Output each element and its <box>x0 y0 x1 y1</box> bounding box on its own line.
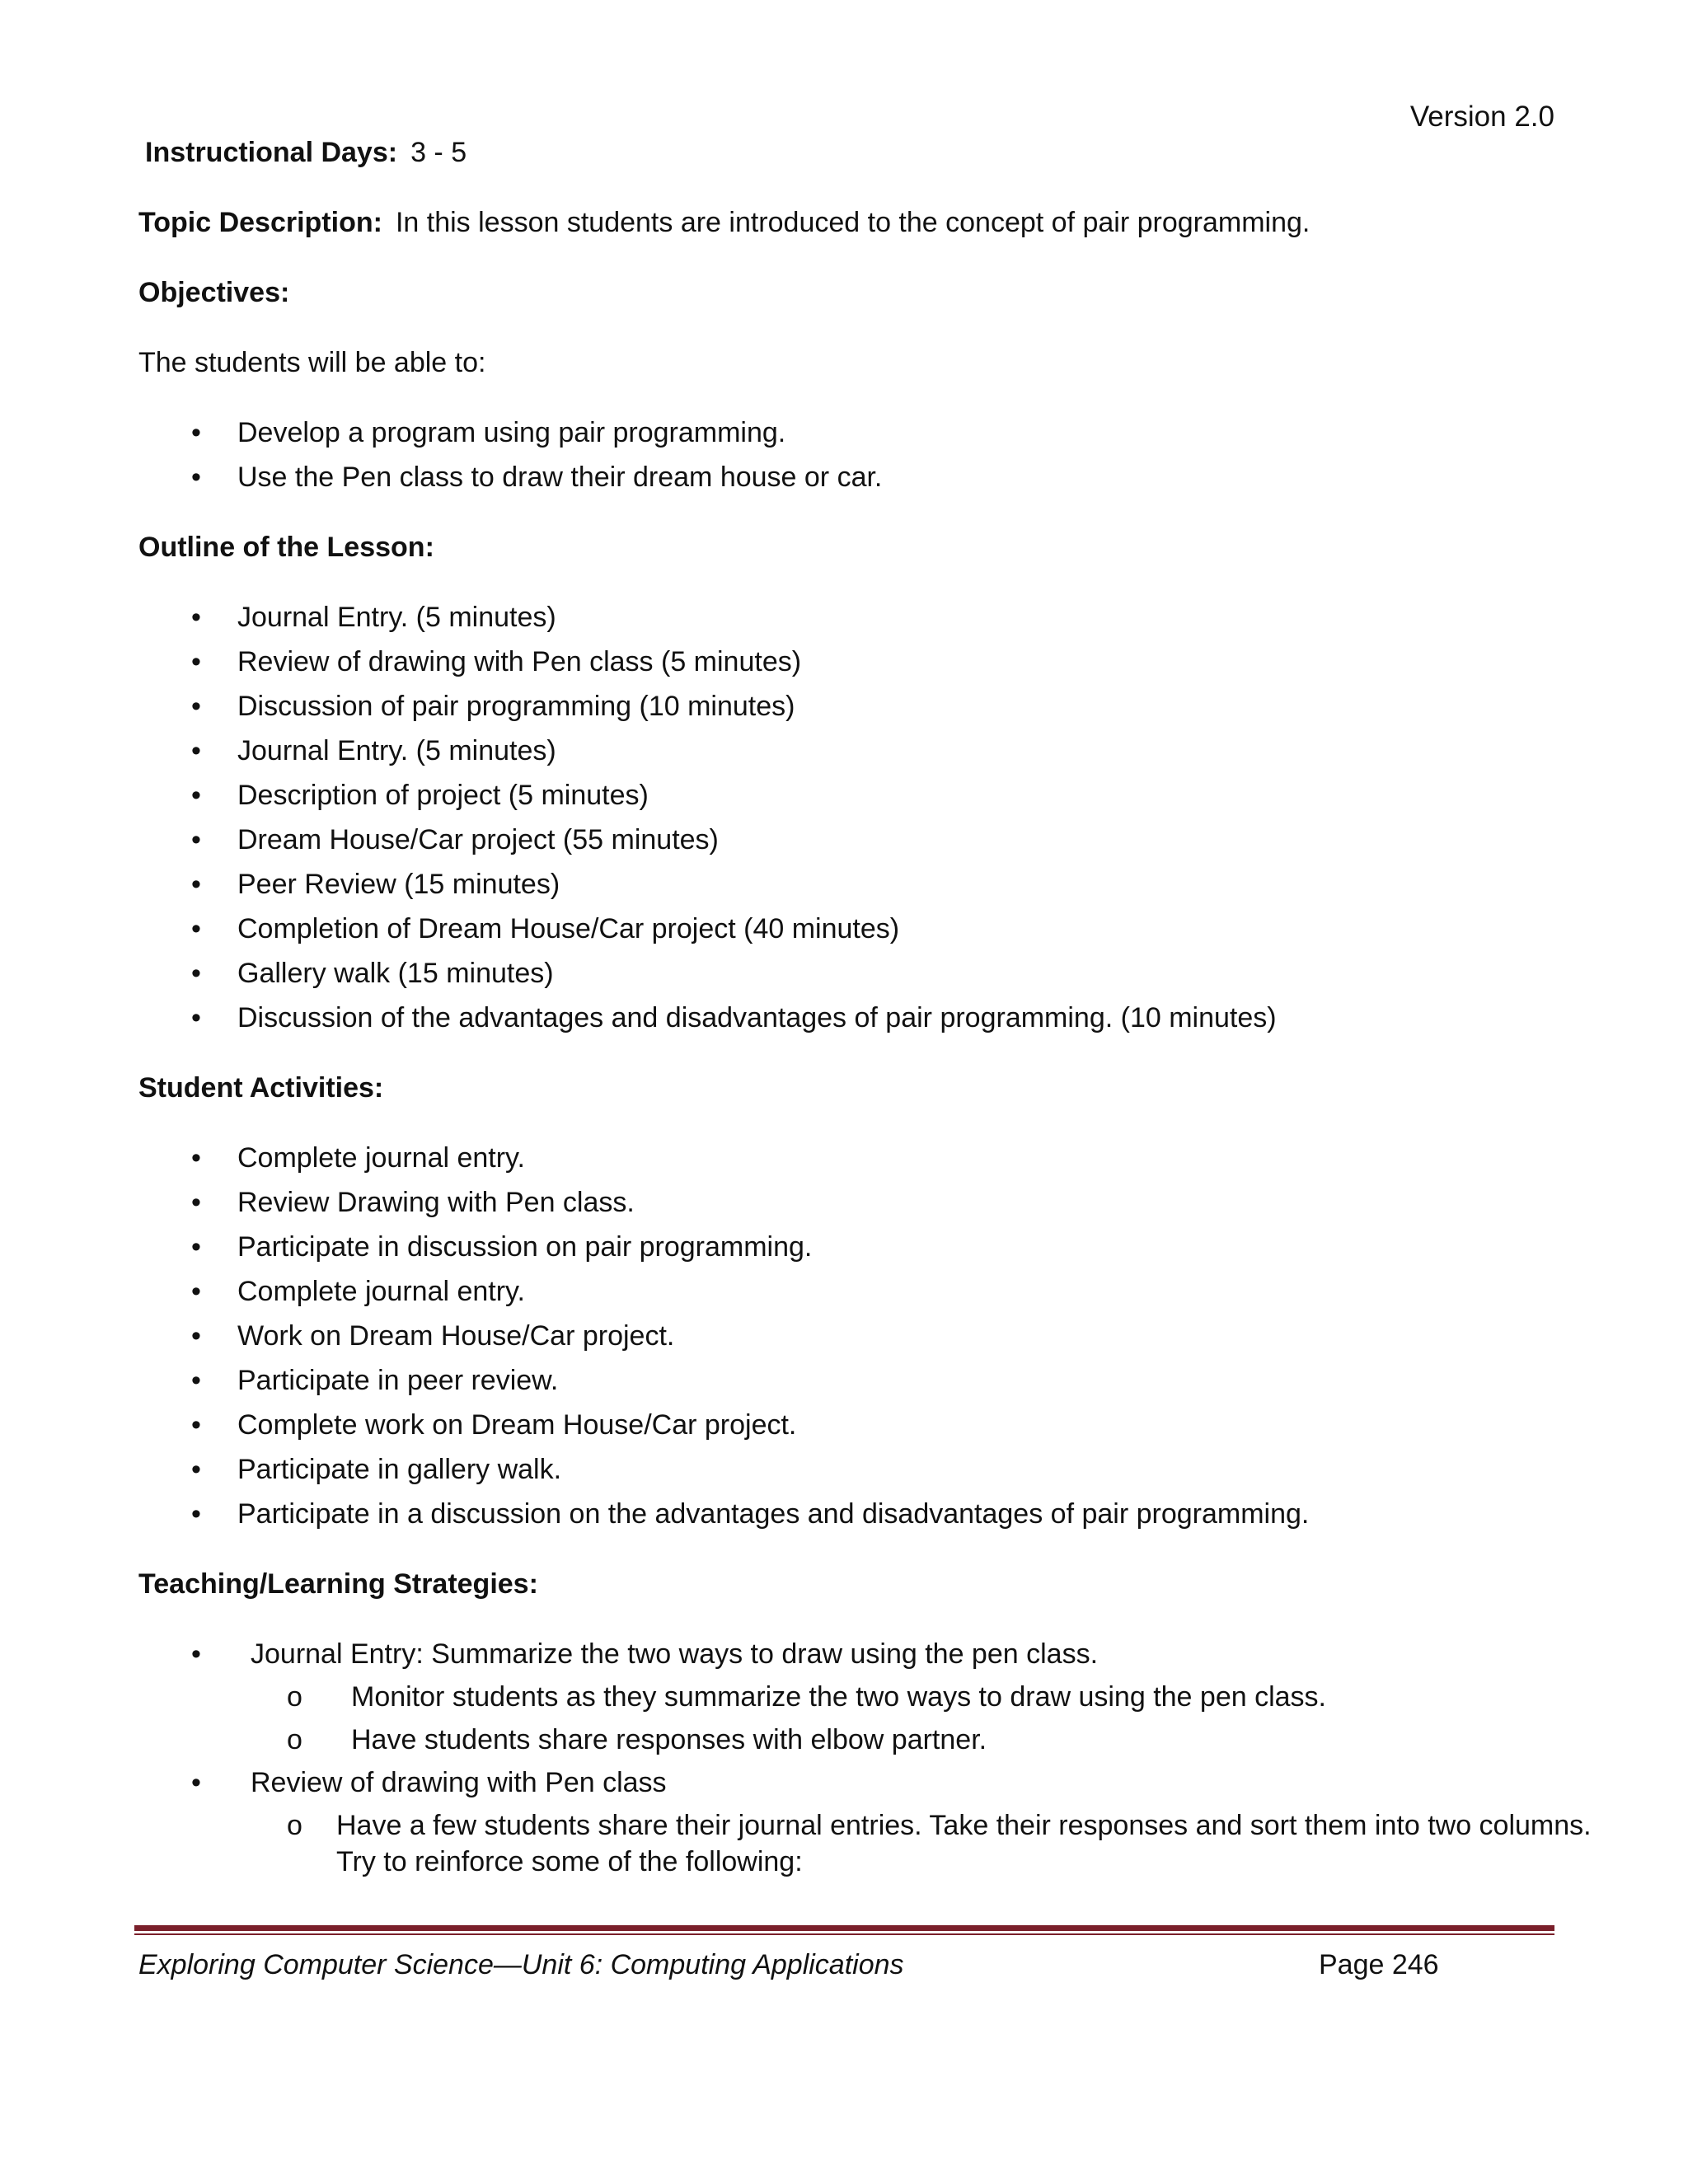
sub-list <box>138 1679 1556 1758</box>
list-item-text: Participate in a discussion on the advantages and disadvantages of pair programming. <box>237 1498 1310 1530</box>
instructional-days-value: 3 - 5 <box>410 137 467 168</box>
list-item-text: Dream House/Car project (55 minutes) <box>237 824 719 855</box>
instructional-days-label: Instructional Days: <box>145 137 398 168</box>
list-item <box>138 1362 1556 1399</box>
sub-list-item-text: Monitor students as they summarize the two ways to draw using the pen class. <box>351 1681 1326 1713</box>
bullet-icon: • <box>191 691 201 722</box>
sub-list-item <box>138 1807 1622 1880</box>
bullet-icon: • <box>191 1276 201 1307</box>
list-item-text: Use the Pen class to draw their dream house or car. <box>237 462 883 493</box>
list-item <box>138 733 1556 769</box>
bullet-icon: • <box>191 417 201 448</box>
list-item <box>138 1636 1556 1758</box>
circle-bullet-icon: o <box>287 1810 302 1841</box>
list-item-text: Gallery walk (15 minutes) <box>237 958 554 989</box>
list-item <box>138 1407 1556 1443</box>
list-item <box>138 1451 1556 1488</box>
list-item <box>138 911 1556 947</box>
sub-list-item <box>138 1679 1556 1715</box>
list-item <box>138 866 1556 902</box>
version-label: Version 2.0 <box>1409 101 1554 133</box>
lesson-content <box>138 134 1592 1886</box>
list-item <box>138 599 1556 635</box>
topic-description <box>138 204 1556 241</box>
bullet-icon: • <box>191 958 201 989</box>
bullet-icon: • <box>191 735 201 766</box>
bullet-icon: • <box>191 1365 201 1396</box>
bullet-icon: • <box>191 1767 201 1798</box>
student-activities-list <box>138 1140 1556 1532</box>
list-item <box>138 955 1556 991</box>
objectives-heading: Objectives: <box>138 277 290 308</box>
list-item-text: Review of drawing with Pen class (5 minutes) <box>237 646 802 677</box>
list-item-text: Completion of Dream House/Car project (40 minutes) <box>237 913 900 944</box>
list-item-text: Journal Entry. (5 minutes) <box>237 602 556 633</box>
list-item <box>138 1765 1592 1880</box>
bullet-icon: • <box>191 913 201 944</box>
bullet-icon: • <box>191 1498 201 1530</box>
list-item <box>138 1000 1556 1036</box>
footer-course-title: Exploring Computer Science—Unit 6: Computing Applications <box>138 1949 904 1980</box>
bullet-icon: • <box>191 1638 201 1670</box>
bullet-icon: • <box>191 1142 201 1174</box>
bullet-icon: • <box>191 1002 201 1033</box>
list-item-text: Complete journal entry. <box>237 1276 525 1307</box>
bullet-icon: • <box>191 1454 201 1485</box>
list-item <box>138 1273 1556 1310</box>
list-item <box>138 415 1556 451</box>
list-item <box>138 1184 1556 1221</box>
bullet-icon: • <box>191 1409 201 1441</box>
sub-list-item-text: Have students share responses with elbow partner. <box>351 1724 987 1755</box>
list-item-text: Participate in discussion on pair programming. <box>237 1231 813 1263</box>
list-item <box>138 1318 1556 1354</box>
list-item <box>138 777 1556 813</box>
bullet-icon: • <box>191 1320 201 1352</box>
outline-heading: Outline of the Lesson: <box>138 532 434 563</box>
bullet-icon: • <box>191 602 201 633</box>
instructional-days <box>145 134 1556 171</box>
list-item <box>138 1140 1556 1176</box>
list-item <box>138 459 1556 495</box>
bullet-icon: • <box>191 646 201 677</box>
list-item <box>138 822 1556 858</box>
sub-list-item <box>138 1722 1556 1758</box>
bullet-icon: • <box>191 1231 201 1263</box>
bullet-icon: • <box>191 869 201 900</box>
list-item <box>138 688 1556 724</box>
list-item-text: Work on Dream House/Car project. <box>237 1320 675 1352</box>
list-item-text: Discussion of the advantages and disadvantages of pair programming. (10 minutes) <box>237 1002 1277 1033</box>
list-item-text: Review of drawing with Pen class <box>251 1767 667 1798</box>
objectives-list <box>138 415 1556 495</box>
topic-description-value: In this lesson students are introduced to the concept of pair programming. <box>395 207 1311 238</box>
footer-rule-thin <box>134 1933 1554 1935</box>
topic-description-label: Topic Description: <box>138 207 382 238</box>
sub-list <box>138 1807 1592 1880</box>
list-item <box>138 1496 1556 1532</box>
list-item-text: Journal Entry. (5 minutes) <box>237 735 556 766</box>
objectives-intro: The students will be able to: <box>138 347 486 378</box>
list-item-text: Journal Entry: Summarize the two ways to draw using the pen class. <box>251 1638 1099 1670</box>
footer-rule <box>134 1925 1554 1931</box>
list-item-text: Participate in gallery walk. <box>237 1454 562 1485</box>
strategies-heading: Teaching/Learning Strategies: <box>138 1568 538 1600</box>
strategies-list <box>138 1636 1592 1880</box>
list-item-text: Discussion of pair programming (10 minutes) <box>237 691 795 722</box>
sub-list-item-text: Have a few students share their journal entries. Take their responses and sort them into two columns. Try to reinforce some of the following: <box>336 1810 1592 1877</box>
list-item <box>138 644 1556 680</box>
bullet-icon: • <box>191 824 201 855</box>
list-item-text: Develop a program using pair programming. <box>237 417 786 448</box>
bullet-icon: • <box>191 780 201 811</box>
footer-page-number: Page 246 <box>1319 1949 1439 1980</box>
list-item-text: Review Drawing with Pen class. <box>237 1187 635 1218</box>
bullet-icon: • <box>191 1187 201 1218</box>
list-item-text: Description of project (5 minutes) <box>237 780 649 811</box>
list-item-text: Complete journal entry. <box>237 1142 525 1174</box>
outline-list <box>138 599 1556 1036</box>
list-item-text: Participate in peer review. <box>237 1365 559 1396</box>
bullet-icon: • <box>191 462 201 493</box>
circle-bullet-icon: o <box>287 1724 302 1755</box>
circle-bullet-icon: o <box>287 1681 302 1713</box>
list-item-text: Complete work on Dream House/Car project. <box>237 1409 797 1441</box>
student-activities-heading: Student Activities: <box>138 1072 384 1104</box>
list-item-text: Peer Review (15 minutes) <box>237 869 560 900</box>
list-item <box>138 1229 1556 1265</box>
